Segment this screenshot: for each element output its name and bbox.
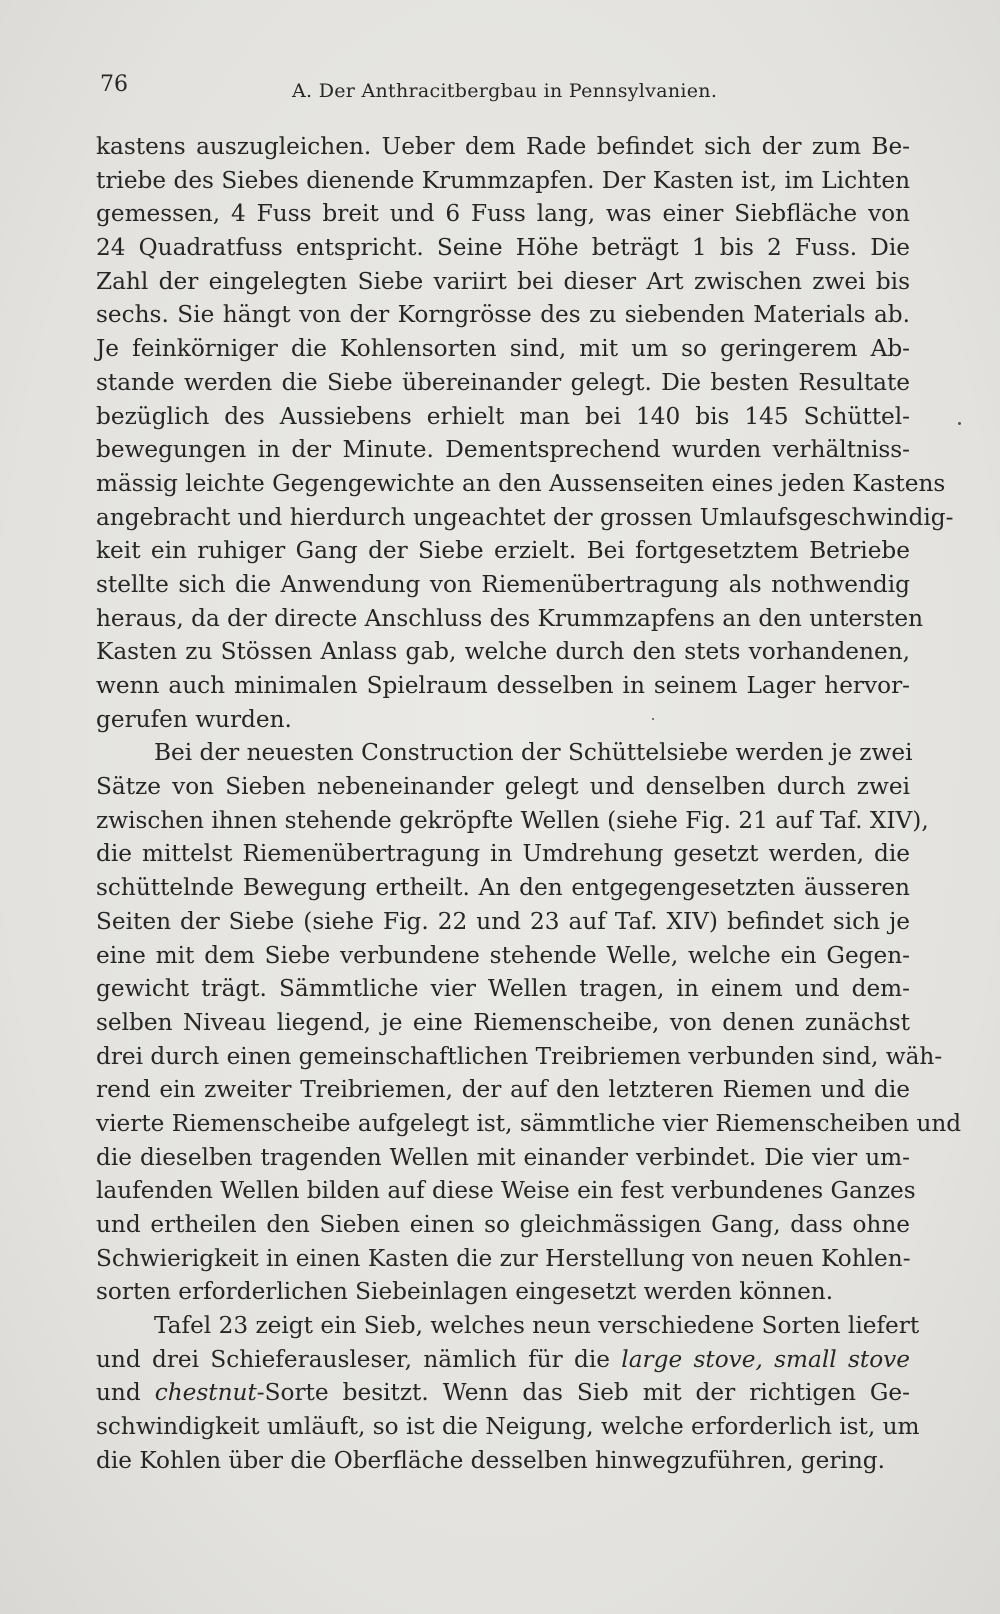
page-header bbox=[98, 72, 910, 108]
text-line: stande werden die Siebe übereinander gelegt. Die besten Resultate bbox=[96, 368, 910, 396]
page-number: 76 bbox=[100, 72, 128, 97]
text-line: Seiten der Siebe (siehe Fig. 22 und 23 auf Taf. XIV) befindet sich je bbox=[96, 907, 910, 935]
text-line: stellte sich die Anwendung von Riemenübertragung als nothwendig bbox=[96, 570, 910, 598]
text-line bbox=[96, 1343, 910, 1377]
text-line: triebe des Siebes dienende Krummzapfen. Der Kasten ist, im Lichten bbox=[96, 166, 910, 194]
text-run: -Sorte besitzt. Wenn das Sieb mit der richtigen Ge- bbox=[256, 1379, 910, 1407]
text-line: die dieselben tragenden Wellen mit einander verbindet. Die vier um- bbox=[96, 1143, 910, 1171]
text-line: Bei der neuesten Construction der Schüttelsiebe werden je zwei bbox=[154, 739, 913, 767]
text-line: die Kohlen über die Oberfläche desselben hinwegzuführen, gering. bbox=[96, 1446, 886, 1474]
text-line: 24 Quadratfuss entspricht. Seine Höhe beträgt 1 bis 2 Fuss. Die bbox=[96, 234, 910, 262]
text-line: Sätze von Sieben nebeneinander gelegt und denselben durch zwei bbox=[96, 773, 910, 801]
text-line: gewicht trägt. Sämmtliche vier Wellen tragen, in einem und dem- bbox=[96, 975, 910, 1003]
text-line: wenn auch minimalen Spielraum desselben in seinem Lager hervor- bbox=[96, 672, 910, 699]
italic-text: large stove, small stove bbox=[621, 1345, 910, 1373]
text-line: keit ein ruhiger Gang der Siebe erzielt. Bei fortgesetztem Betriebe bbox=[96, 537, 910, 565]
text-line: gerufen wurden. bbox=[96, 705, 292, 733]
text-line: Kasten zu Stössen Anlass gab, welche durch den stets vorhandenen, bbox=[96, 638, 910, 666]
paper-speck bbox=[958, 422, 961, 425]
text-line: laufenden Wellen bilden auf diese Weise ein fest verbundenes Ganzes bbox=[96, 1177, 916, 1205]
text-line: rend ein zweiter Treibriemen, der auf den letzteren Riemen und die bbox=[96, 1076, 910, 1104]
text-line: gemessen, 4 Fuss breit und 6 Fuss lang, was einer Siebfläche von bbox=[96, 200, 910, 228]
text-line: drei durch einen gemeinschaftlichen Treibriemen verbunden sind, wäh- bbox=[96, 1042, 943, 1070]
text-line: und ertheilen den Sieben einen so gleichmässigen Gang, dass ohne bbox=[96, 1211, 910, 1238]
running-title: A. Der Anthracitbergbau in Pennsylvanien. bbox=[292, 80, 718, 102]
italic-text: chestnut bbox=[154, 1379, 257, 1407]
text-line: heraus, da der directe Anschluss des Krummzapfens an den untersten bbox=[96, 604, 924, 632]
text-line bbox=[96, 1376, 910, 1410]
text-line: Tafel 23 zeigt ein Sieb, welches neun verschiedene Sorten liefert bbox=[154, 1312, 920, 1340]
paragraph-2 bbox=[96, 736, 962, 1309]
text-line: Schwierigkeit in einen Kasten die zur Herstellung von neuen Kohlen- bbox=[96, 1244, 911, 1272]
paragraph-3 bbox=[96, 1309, 920, 1477]
text-line: zwischen ihnen stehende gekröpfte Wellen (siehe Fig. 21 auf Taf. XIV), bbox=[96, 806, 929, 834]
text-line: sechs. Sie hängt von der Korngrösse des zu siebenden Materials ab. bbox=[96, 301, 910, 329]
text-line: schüttelnde Bewegung ertheilt. An den entgegengesetzten äusseren bbox=[96, 874, 910, 902]
body-text bbox=[96, 130, 962, 1478]
text-line: selben Niveau liegend, je eine Riemenscheibe, von denen zunächst bbox=[96, 1008, 910, 1036]
text-run: und drei Schieferausleser, nämlich für die bbox=[96, 1345, 610, 1373]
paper-speck bbox=[652, 718, 654, 720]
text-line: bewegungen in der Minute. Dementsprechend wurden verhältniss- bbox=[96, 436, 910, 464]
text-line: die mittelst Riemenübertragung in Umdrehung gesetzt werden, die bbox=[96, 840, 910, 868]
text-line: schwindigkeit umläuft, so ist die Neigung, welche erforderlich ist, um bbox=[96, 1413, 920, 1441]
paragraph-1 bbox=[96, 130, 954, 736]
text-line: Zahl der eingelegten Siebe variirt bei dieser Art zwischen zwei bis bbox=[96, 267, 910, 295]
text-run: und bbox=[96, 1379, 141, 1407]
text-line: bezüglich des Aussiebens erhielt man bei 140 bis 145 Schüttel- bbox=[96, 402, 910, 430]
text-line: angebracht und hierdurch ungeachtet der grossen Umlaufsgeschwindig- bbox=[96, 503, 954, 531]
text-line: kastens auszugleichen. Ueber dem Rade befindet sich der zum Be- bbox=[96, 133, 910, 160]
text-line: mässig leichte Gegengewichte an den Aussenseiten eines jeden Kastens bbox=[96, 469, 946, 497]
text-line: eine mit dem Siebe verbundene stehende Welle, welche ein Gegen- bbox=[96, 941, 910, 969]
text-line: Je feinkörniger die Kohlensorten sind, mit um so geringerem Ab- bbox=[96, 335, 910, 363]
text-line: vierte Riemenscheibe aufgelegt ist, sämmtliche vier Riemenscheiben und bbox=[96, 1109, 962, 1137]
text-line: sorten erforderlichen Siebeinlagen eingesetzt werden können. bbox=[96, 1278, 834, 1306]
